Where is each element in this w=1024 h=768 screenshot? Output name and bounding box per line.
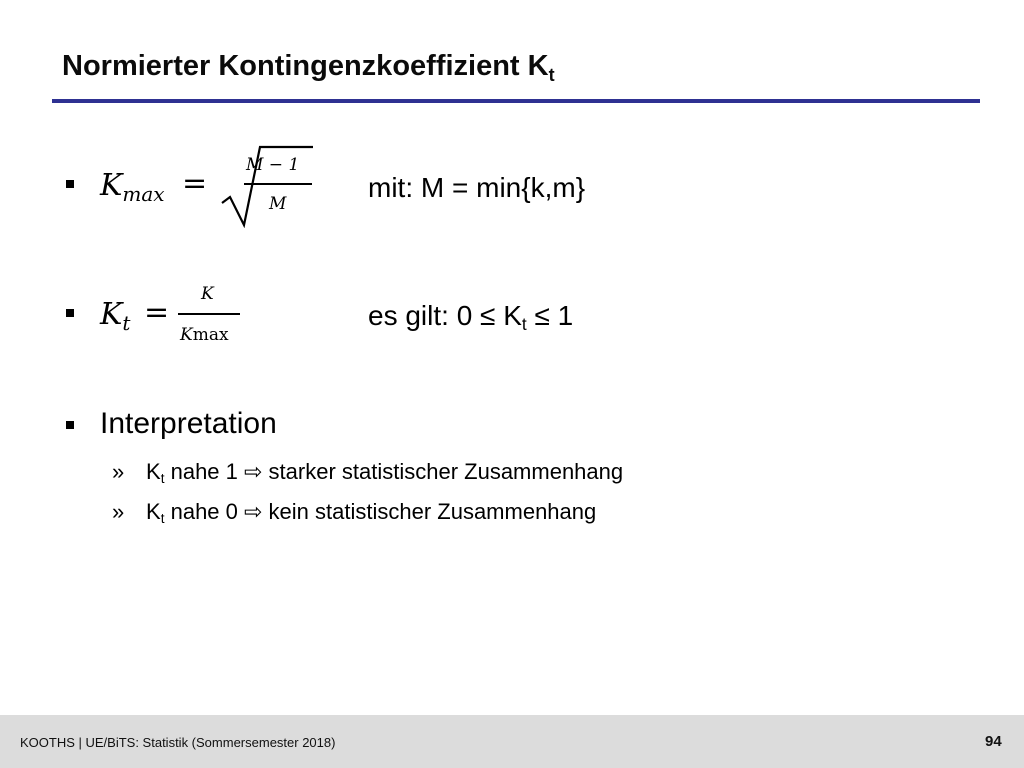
kt-denominator <box>180 325 229 345</box>
kmax-equals: = <box>182 166 208 201</box>
kmax-lhs-sub: max <box>122 182 165 206</box>
item-sub: t <box>160 511 165 527</box>
kmax-note: mit: M = min{k,m} <box>368 172 586 203</box>
interpretation-item <box>146 459 623 486</box>
slide-title <box>62 50 555 86</box>
interpretation-item <box>146 499 596 526</box>
kt-numerator: K <box>201 284 214 304</box>
bullet-marker <box>66 180 74 188</box>
kt-note-suffix: ≤ 1 <box>526 300 574 331</box>
interpretation-heading: Interpretation <box>100 407 277 440</box>
item-text: nahe 1 ⇨ starker statistischer Zusammenhang <box>164 459 624 484</box>
kt-equals: = <box>144 295 170 330</box>
bullet-marker <box>66 421 74 429</box>
kmax-numerator: M − 1 <box>246 155 300 175</box>
item-prefix: K <box>146 499 161 524</box>
kt-note-prefix: es gilt: 0 ≤ K <box>368 300 522 331</box>
title-subscript: t <box>548 65 555 85</box>
title-text: Normierter Kontingenzkoeffizient K <box>62 50 549 82</box>
kmax-lhs-base: K <box>100 168 123 203</box>
item-text: nahe 0 ⇨ kein statistischer Zusammenhang <box>164 499 597 524</box>
item-sub: t <box>160 471 165 487</box>
kt-den-base: K <box>180 325 193 345</box>
kt-fraction-bar <box>178 313 240 315</box>
item-prefix: K <box>146 459 161 484</box>
sub-bullet-marker: » <box>112 459 125 484</box>
footer-text: KOOTHS | UE/BiTS: Statistik (Sommersemester 2018) <box>20 735 336 750</box>
bullet-marker <box>66 309 74 317</box>
kt-lhs <box>100 297 130 335</box>
kt-lhs-sub: t <box>122 311 131 335</box>
kt-lhs-base: K <box>100 297 123 332</box>
title-divider <box>52 99 980 103</box>
kt-den-sub: max <box>192 325 229 345</box>
page-number: 94 <box>985 733 1002 750</box>
kmax-fraction-bar <box>244 183 312 185</box>
kt-note-sub: t <box>521 314 527 335</box>
sub-bullet-marker: » <box>112 499 125 524</box>
kt-note <box>368 300 573 335</box>
kmax-denominator: M <box>269 194 287 214</box>
kmax-lhs <box>100 168 165 206</box>
